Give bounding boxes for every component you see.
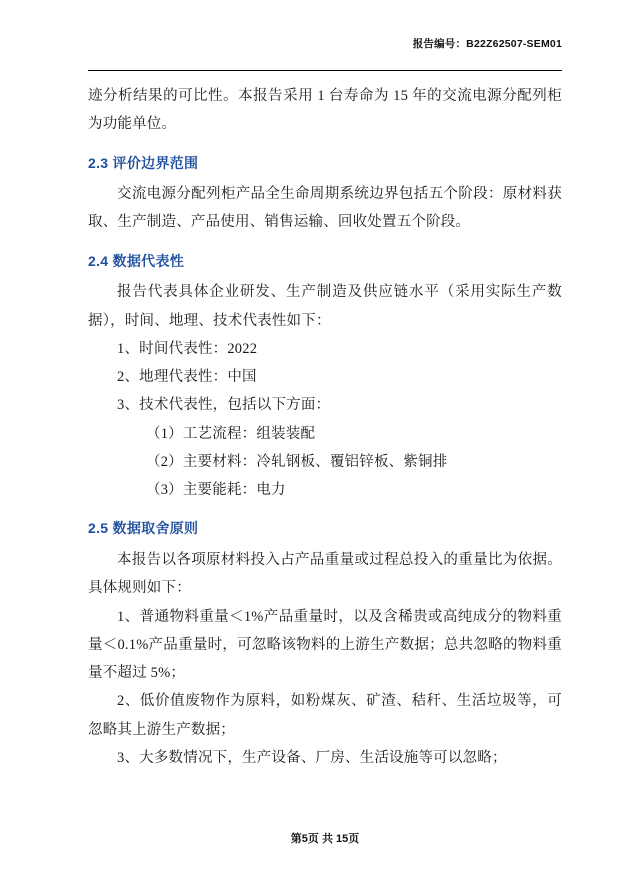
section-2-4 bbox=[88, 248, 562, 505]
section-heading-2-5: 2.5 数据取舍原则 bbox=[88, 520, 199, 537]
section-2-4-subitem-3: （3）主要能耗：电力 bbox=[146, 482, 286, 499]
section-2-4-item-3: 3、技术代表性，包括以下方面： bbox=[117, 397, 331, 414]
page-header bbox=[88, 36, 562, 62]
section-2-4-subitem-2: （2）主要材料：冷轧钢板、覆铝锌板、紫铜排 bbox=[146, 453, 448, 470]
section-heading-2-4: 2.4 数据代表性 bbox=[88, 252, 185, 269]
page-content bbox=[88, 82, 562, 774]
header-divider bbox=[88, 70, 562, 71]
section-2-4-item-2: 2、地理代表性：中国 bbox=[117, 369, 257, 386]
section-2-5-item-3: 3、大多数情况下，生产设备、厂房、生活设施等可以忽略； bbox=[117, 749, 507, 766]
section-2-5-item-1: 1、普通物料重量＜1%产品重量时，以及含稀贵或高纯成分的物料重量＜0.1%产品重量时，可忽略该物料的上游生产数据；总共忽略的物料重量不超过 5%； bbox=[88, 608, 562, 682]
section-2-5-paragraph-1: 本报告以各项原材料投入占产品重量或过程总投入的重量比为依据。具体规则如下： bbox=[88, 551, 562, 597]
intro-paragraph: 迹分析结果的可比性。本报告采用 1 台寿命为 15 年的交流电源分配列柜为功能单位。 bbox=[88, 88, 562, 133]
report-code: 报告编号：B22Z62507-SEM01 bbox=[412, 38, 562, 50]
page-footer: 第5页 共 15页 bbox=[290, 833, 360, 845]
section-2-5-item-2: 2、低价值废物作为原料，如粉煤灰、矿渣、秸秆、生活垃圾等，可忽略其上游生产数据； bbox=[88, 693, 562, 738]
section-2-3 bbox=[88, 150, 562, 237]
section-2-5 bbox=[88, 515, 562, 772]
section-2-4-item-1: 1、时间代表性：2022 bbox=[117, 340, 258, 357]
section-2-4-paragraph-1: 报告代表具体企业研发、生产制造及供应链水平（采用实际生产数据），时间、地理、技术代表性如下： bbox=[88, 284, 562, 329]
section-2-4-subitem-1: （1）工艺流程：组装装配 bbox=[146, 425, 316, 442]
section-heading-2-3: 2.3 评价边界范围 bbox=[88, 154, 199, 171]
section-2-3-paragraph-1: 交流电源分配列柜产品全生命周期系统边界包括五个阶段：原材料获取、生产制造、产品使用、销售运输、回收处置五个阶段。 bbox=[88, 186, 562, 231]
